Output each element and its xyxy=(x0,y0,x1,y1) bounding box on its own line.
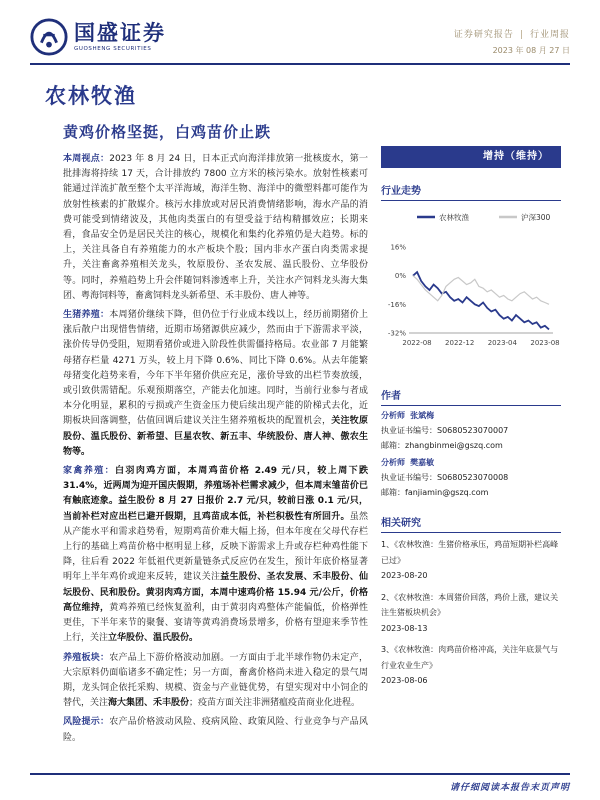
report-meta: 证券研究报告 | 行业周报 2023 年 08 月 27 日 xyxy=(453,30,570,55)
company-logo-icon xyxy=(30,18,68,56)
weekly-text: 2023 年 8 月 24 日，日本正式向海洋排放第一批核废水，第一批排海将持续 17 天，合计排放约 7800 立方米的核污染水。放射性核素可能通过洋流扩散至整个太平洋海域，海洋生物、海洋中的微塑料都可能作为放射性核素的扩散媒介。核污水排放或对居民消费情绪影响，海水产品的消费可能受到情绪波及，其他肉类蛋白的有望受益于结构精挪效应；长期来看，食品安全仍是居民关注的核心，规模化和集约化养殖仍是大趋势。标的上，关注具备自有养殖能力的水产板块个股；国内非水产蛋白肉类需求提升，关注畜禽养殖相关龙头，牧原股份、圣农发展、温氏股份、立华股份等。同时，养殖趋势上升会伴随饲料渗透率上升，关注水产饲料龙头海大集团、粤海饲料等，畜禽饲料龙头新希望、禾丰股份、唐人神等。 xyxy=(63,154,368,301)
pig-stocks: 关注牧原股份、温氏股份、新希望、巨星农牧、新五丰、华统股份、唐人神、傲农生物等。 xyxy=(63,416,368,457)
email-label: 邮箱： xyxy=(381,488,405,497)
trend-title: 行业走势 xyxy=(381,182,561,201)
cert-number: S0680523070008 xyxy=(437,473,509,482)
poultry-text-c: 虽然从产能水平和需求趋势看，短期鸡苗价难大幅上扬，但本年度在父母代存栏上行的基础上鸡苗价格中枢明显上移，反映下游需求上升或存栏种鸡性能下降，往后看 2022 年低祖代更新量链条式反应仍在发生，预计年底价格显著明年上半年鸡价或迎来反转，建议关注 xyxy=(63,511,368,583)
analyst-block-2 xyxy=(381,455,561,500)
report-date: 2023 年 08 月 27 日 xyxy=(492,46,570,55)
related-item-date: 2023-08-13 xyxy=(381,623,428,633)
poultry-label: 家禽养殖： xyxy=(63,466,116,477)
analyst-name: 樊嘉敏 xyxy=(410,458,435,467)
company-logo xyxy=(30,18,166,56)
sector-title: 农林牧渔 xyxy=(45,84,137,108)
footer-disclaimer: 请仔细阅读本报告末页声明 xyxy=(449,783,570,793)
analyst-role: 分析师 xyxy=(381,458,405,467)
related-item[interactable] xyxy=(381,537,561,584)
related-item[interactable] xyxy=(381,590,561,637)
analyst-title: 作者 xyxy=(381,387,561,406)
planting-paragraph xyxy=(63,651,368,712)
poultry-text-d: 益生股份、圣农发展、禾丰股份、仙坛股份、民和股份。黄羽肉鸡方面，本周中速鸡价格 15.94 元/公斤，价格高位维持， xyxy=(63,572,368,613)
x-tick-label: 2022-08 xyxy=(402,339,432,347)
poultry-text-b: 益生股份 8 月 27 日报价 2.7 元/只，较前日涨 0.1 元/只，当前补栏对应出栏已避开假期，且鸡苗成本低，补栏积极性有所回升。 xyxy=(63,496,368,522)
email-link[interactable]: zhangbinmei@gszq.com xyxy=(405,441,503,450)
risk-label: 风险提示： xyxy=(63,717,110,728)
related-item-title[interactable]: 3、《农林牧渔：肉鸡苗价格冲高，关注年底景气与行业农业生产》 xyxy=(381,645,559,670)
legend-label: 沪深300 xyxy=(521,213,551,222)
email-link[interactable]: fanjiamin@gszq.com xyxy=(405,488,489,497)
related-title: 相关研究 xyxy=(381,514,561,533)
report-headline: 黄鸡价格坚挺，白鸡苗价止跌 xyxy=(63,123,272,141)
email-label: 邮箱： xyxy=(381,441,405,450)
x-tick-label: 2022-12 xyxy=(445,339,475,347)
related-item-date: 2023-08-20 xyxy=(381,571,428,580)
risk-paragraph xyxy=(63,715,368,745)
header-divider xyxy=(30,63,570,65)
related-item[interactable] xyxy=(381,642,561,689)
related-item-title[interactable]: 1、《农林牧渔：生猪价格承压，鸡苗短期补栏高峰已过》 xyxy=(381,540,559,565)
report-type: 证券研究报告 xyxy=(453,30,514,40)
pig-value-2: 0.6% xyxy=(289,355,313,366)
main-content xyxy=(63,152,368,750)
y-tick-label: -16% xyxy=(387,300,406,309)
related-item-date: 2023-08-06 xyxy=(381,676,428,685)
y-tick-label: -32% xyxy=(387,329,406,338)
pig-value-1: 0.6% xyxy=(216,355,240,366)
pig-text-b: 、同比下降 xyxy=(239,355,290,366)
series-line-index xyxy=(413,276,549,305)
sidebar xyxy=(381,146,561,695)
planting-text: 农产品上下游价格波动加剧。一方面由于北半球作物仍未定产，大宗原料仍面临诸多不确定性；另一方面，畜禽价格尚未进入稳定的景气周期，龙头饲企依托采购、规模、资金与产业链优势，有望实现对中小饲企的替代，关注 xyxy=(63,652,368,709)
pig-label: 生猪养殖： xyxy=(63,310,110,321)
analyst-role: 分析师 xyxy=(381,411,405,420)
legend-label: 农林牧渔 xyxy=(439,213,469,222)
analyst-block-1 xyxy=(381,408,561,453)
analyst-name: 张斌梅 xyxy=(410,411,435,420)
page-header xyxy=(0,0,600,62)
series-line-sector xyxy=(413,272,549,329)
pig-text-c: 。从去年能繁母猪变化趋势来看，今年下半年猪价供应充足，涨价导致的出栏节奏放缓，或引致供需错配。乐观预期落空，产能去化加速。同时，当前行业参与者成本分化明显，累积的亏损或产生资金压力使后续出现产能的阶梯式去化，近期板块回落调整，估值回调后建议关注生猪养殖板块的配置机会， xyxy=(63,355,368,427)
footer-divider xyxy=(30,773,570,775)
cert-number: S0680523070007 xyxy=(437,426,509,435)
pig-paragraph xyxy=(63,308,368,460)
poultry-text-e: 黄鸡养殖已经恢复盈利，由于黄羽肉鸡整体产能偏低，价格弹性更佳，下半年来节的聚餐、宴请等黄鸡消费场景增多，价格有望迎来季节性上行，关注 xyxy=(63,602,368,644)
weekly-label: 本周视点： xyxy=(63,154,110,164)
y-tick-label: 0% xyxy=(394,272,406,281)
rating-banner: 增持（维持） xyxy=(381,146,561,168)
x-tick-label: 2023-04 xyxy=(487,339,517,347)
cert-label: 执业证书编号： xyxy=(381,426,437,435)
x-tick-label: 2023-08 xyxy=(530,339,560,347)
poultry-text-a: 白羽肉鸡方面，本周鸡苗价格 2.49 元/只，较上周下跌 31.4%，近两周为迎开国庆假期，养殖场补栏需求减少，但本周末雏苗价已有触底迹象。 xyxy=(63,466,368,507)
planting-label: 养殖板块： xyxy=(63,652,110,663)
report-subtype: 行业周报 xyxy=(529,30,570,40)
weekly-paragraph xyxy=(63,152,368,304)
pig-text-a: 本周猪价继续下降，但仍位于行业成本线以上，经历前期猪价上涨后散户出现惜售情绪，近期市场猪源供应减少，然而由于下游需求平淡，涨价传导仍受阻，短期看猪价或进入阶段性供需僵持格局。农业部 7 月能繁母猪存栏量 4271 万头，较上月下降 xyxy=(63,310,368,366)
trend-chart-svg xyxy=(381,205,561,355)
planting-text-2: ；疫苗方面关注非洲猪瘟疫苗商业化进程。 xyxy=(189,698,361,709)
related-item-title[interactable]: 2、《农林牧渔：本周猪价回落，鸡价上涨，建议关注生猪板块机会》 xyxy=(381,592,559,617)
logo-cn: 国盛证券 xyxy=(74,21,166,45)
poultry-text-f: 立华股份、温氏股份。 xyxy=(108,633,199,644)
logo-en: GUOSHENG SECURITIES xyxy=(74,46,152,52)
risk-text: 农产品价格波动风险、疫病风险、政策风险、行业竞争与产品风险。 xyxy=(63,717,368,743)
poultry-paragraph xyxy=(63,464,368,646)
planting-stocks: 海大集团、禾丰股份 xyxy=(108,698,190,709)
related-research xyxy=(381,537,561,689)
y-tick-label: 16% xyxy=(390,243,406,252)
trend-chart xyxy=(381,205,561,373)
cert-label: 执业证书编号： xyxy=(381,473,437,482)
